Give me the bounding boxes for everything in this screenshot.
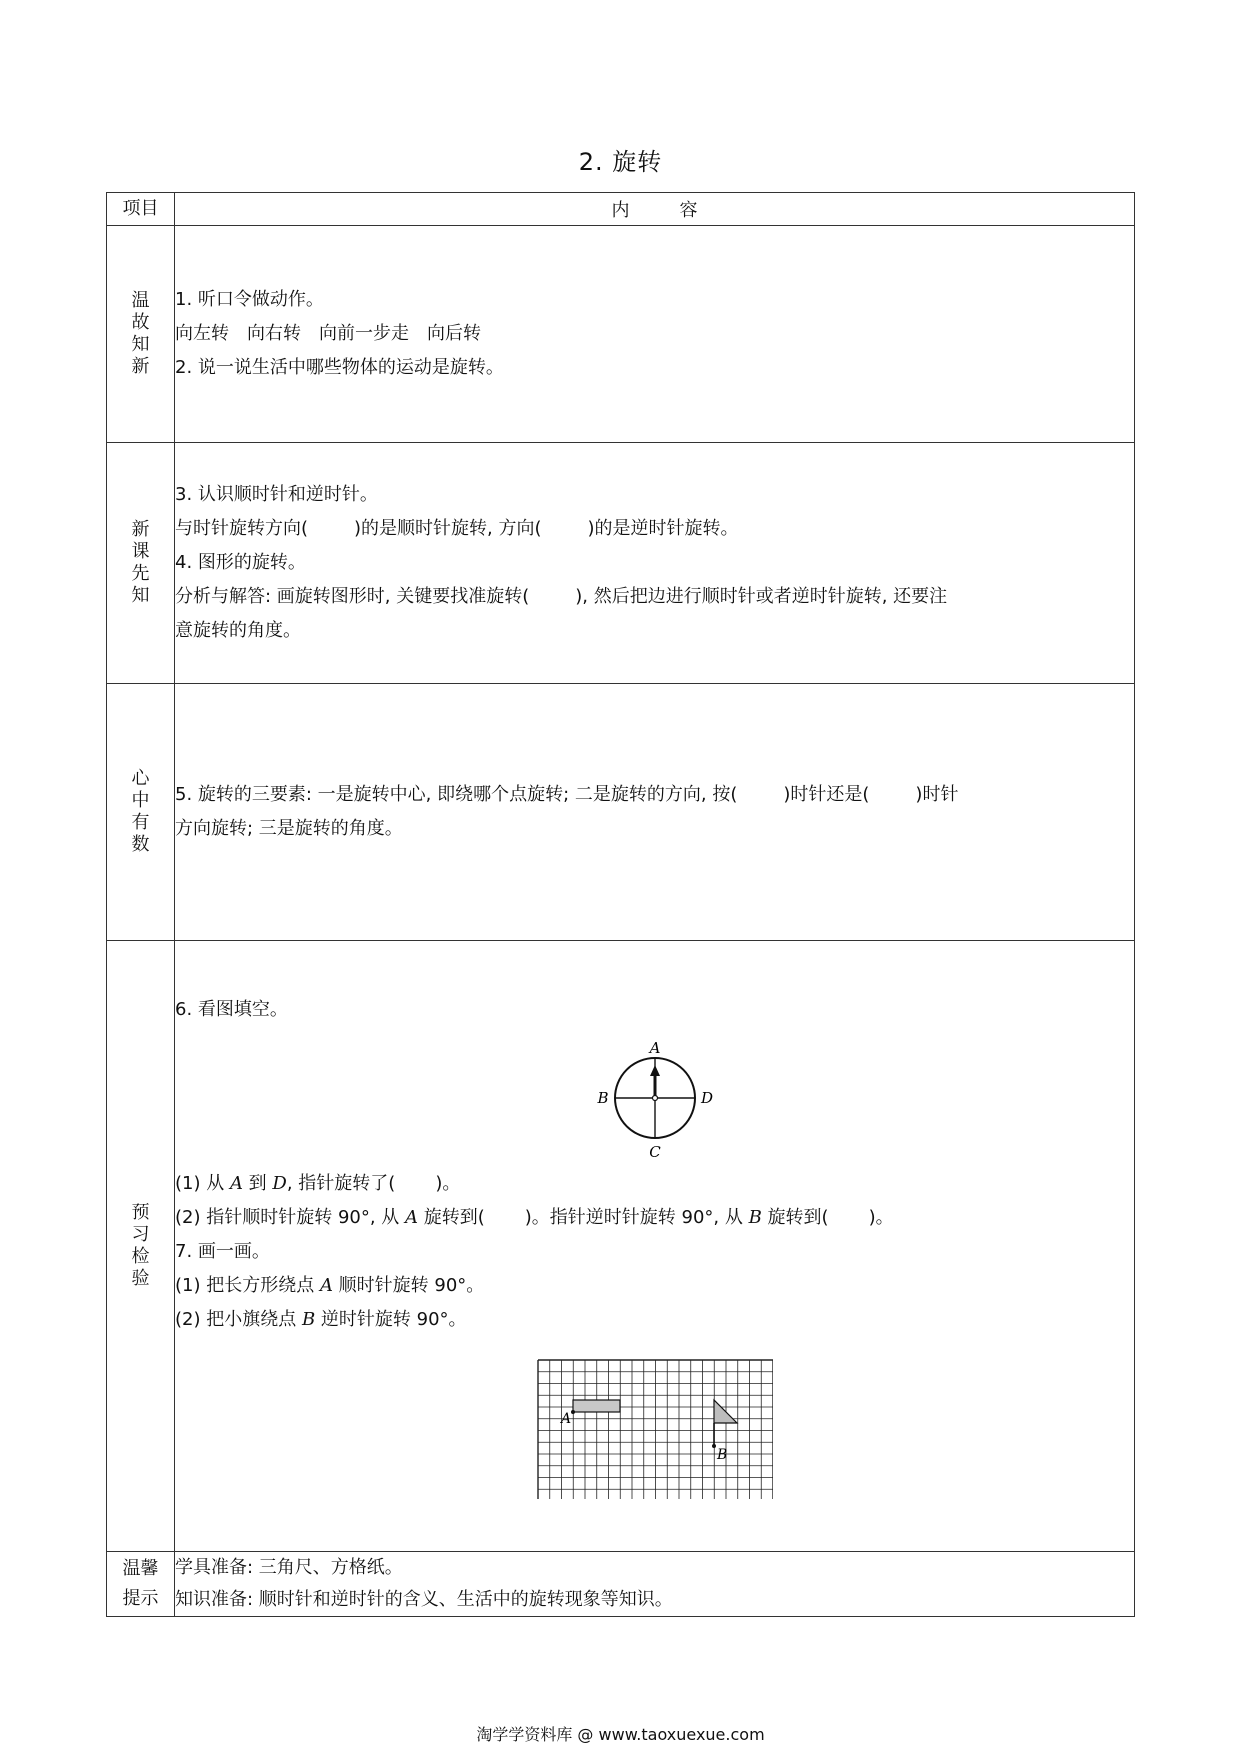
mind-label: 心中有数 bbox=[107, 684, 175, 941]
mind-line-1: 5. 旋转的三要素: 一是旋转中心, 即绕哪个点旋转; 二是旋转的方向, 按( )时针还是( )时针 bbox=[175, 784, 959, 805]
tips-line-2: 知识准备: 顺时针和逆时针的含义、生活中的旋转现象等知识。 bbox=[175, 1589, 673, 1610]
tips-row bbox=[107, 1552, 1135, 1617]
rectangle-shape bbox=[573, 1400, 620, 1412]
footer-watermark: 淘学学资料库 @ www.taoxuexue.com bbox=[476, 1725, 765, 1744]
header-content-b: 容 bbox=[679, 200, 698, 221]
preview-line-2: 与时针旋转方向( )的是顺时针旋转, 方向( )的是逆时针旋转。 bbox=[175, 518, 739, 539]
q7-title: 7. 画一画。 bbox=[175, 1241, 270, 1262]
header-item: 项目 bbox=[107, 193, 175, 226]
worksheet-table bbox=[106, 192, 1135, 1617]
q6-1: (1) 从 A 到 D, 指针旋转了( )。 bbox=[175, 1173, 461, 1194]
mind-content bbox=[175, 684, 1135, 941]
review-content bbox=[175, 226, 1135, 443]
review-row bbox=[107, 226, 1135, 443]
review-line-1: 1. 听口令做动作。 bbox=[175, 289, 324, 310]
dial-label-a: A bbox=[649, 1039, 660, 1057]
q7-1: (1) 把长方形绕点 A 顺时针旋转 90°。 bbox=[175, 1275, 485, 1296]
check-row bbox=[107, 941, 1135, 1552]
clock-dial-figure bbox=[585, 1033, 725, 1163]
q6-2: (2) 指针顺时针旋转 90°, 从 A 旋转到( )。指针逆时针旋转 90°, 从 B 旋转到( )。 bbox=[175, 1207, 894, 1228]
pointer-arrow-icon bbox=[650, 1065, 660, 1076]
header-content bbox=[175, 193, 1135, 226]
dial-center bbox=[652, 1096, 657, 1101]
tips-label: 温馨 提示 bbox=[107, 1552, 175, 1617]
header-content-a: 内 bbox=[611, 200, 630, 221]
mind-row bbox=[107, 684, 1135, 941]
check-content bbox=[175, 941, 1135, 1552]
q7-2: (2) 把小旗绕点 B 逆时针旋转 90°。 bbox=[175, 1309, 467, 1330]
grid-drawing-figure[interactable] bbox=[537, 1359, 773, 1499]
preview-line-4: 分析与解答: 画旋转图形时, 关键要找准旋转( ), 然后把边进行顺时针或者逆时针旋转, 还要注 bbox=[175, 586, 948, 607]
review-label: 温故知新 bbox=[107, 226, 175, 443]
dial-label-c: C bbox=[648, 1143, 661, 1161]
review-line-3: 2. 说一说生活中哪些物体的运动是旋转。 bbox=[175, 357, 504, 378]
check-label: 预习检验 bbox=[107, 941, 175, 1552]
review-line-2: 向左转 向右转 向前一步走 向后转 bbox=[175, 323, 481, 344]
mind-line-2: 方向旋转; 三是旋转的角度。 bbox=[175, 818, 403, 839]
page-title: 2. 旋转 bbox=[578, 148, 663, 176]
preview-row bbox=[107, 443, 1135, 684]
preview-content bbox=[175, 443, 1135, 684]
grid-label-b: B bbox=[716, 1447, 727, 1463]
dial-label-b: B bbox=[596, 1089, 609, 1107]
preview-line-5: 意旋转的角度。 bbox=[175, 620, 301, 641]
grid-label-a: A bbox=[560, 1411, 571, 1427]
preview-line-1: 3. 认识顺时针和逆时针。 bbox=[175, 484, 378, 505]
q6-title: 6. 看图填空。 bbox=[175, 999, 288, 1020]
preview-label: 新课先知 bbox=[107, 443, 175, 684]
table-header-row bbox=[107, 193, 1135, 226]
point-b-dot bbox=[712, 1444, 716, 1448]
grid-lines bbox=[538, 1360, 773, 1499]
point-a-dot bbox=[571, 1410, 575, 1414]
preview-line-3: 4. 图形的旋转。 bbox=[175, 552, 306, 573]
dial-label-d: D bbox=[700, 1089, 713, 1107]
tips-content bbox=[175, 1552, 1135, 1617]
flag-shape bbox=[714, 1400, 737, 1423]
tips-line-1: 学具准备: 三角尺、方格纸。 bbox=[175, 1557, 403, 1578]
